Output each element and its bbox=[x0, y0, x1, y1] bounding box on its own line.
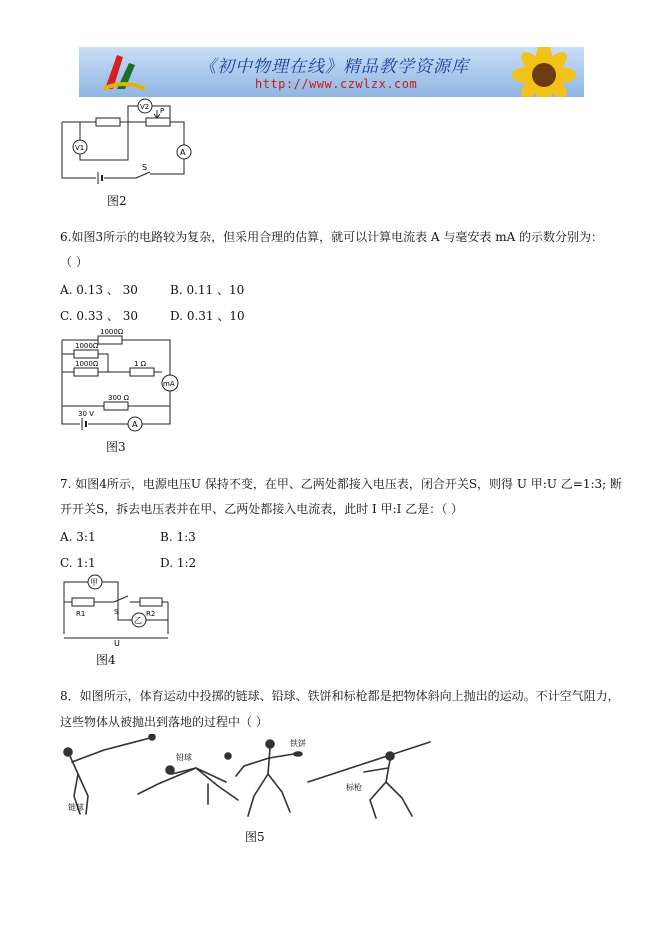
q7-option-c: C. 1:1 bbox=[60, 556, 96, 570]
q6-option-b: B. 0.11 、10 bbox=[170, 283, 245, 297]
fig3-r1-label: 1000Ω bbox=[100, 328, 124, 336]
fig5-javelin-label: 标枪 bbox=[346, 783, 362, 792]
figure-3-circuit bbox=[58, 328, 182, 436]
hammer-thrower-icon bbox=[64, 734, 155, 814]
fig4-yi-label: 乙 bbox=[134, 616, 142, 625]
figure-2-circuit bbox=[58, 98, 198, 188]
figure-5-caption: 图5 bbox=[245, 830, 265, 844]
fig2-switch-label: S bbox=[142, 163, 148, 172]
fig2-v2-label: V2 bbox=[140, 103, 150, 111]
fig5-hammer-label: 链球 bbox=[68, 803, 84, 812]
q8-line-1: 8．如图所示，体育运动中投掷的链球、铅球、铁饼和标枪都是把物体斜向上抛出的运动。不计空气阻力， bbox=[60, 689, 620, 703]
figure-4-circuit bbox=[58, 574, 176, 648]
discus-thrower-icon bbox=[236, 740, 302, 816]
q7-option-b: B. 1:3 bbox=[160, 530, 196, 544]
q7-option-d: D. 1:2 bbox=[160, 556, 197, 570]
site-logo-icon bbox=[99, 49, 149, 95]
figure-5-athletes bbox=[58, 734, 438, 822]
fig3-r3-label: 1000Ω bbox=[75, 360, 99, 368]
q8-line-2: 这些物体从被抛出到落地的过程中（ ） bbox=[60, 715, 268, 729]
fig3-r5-label: 300 Ω bbox=[108, 394, 129, 402]
fig3-ammeter-label: A bbox=[132, 420, 138, 429]
fig2-p-label: P bbox=[160, 107, 165, 115]
fig3-milliammeter-label: mA bbox=[163, 380, 175, 388]
fig3-r4-label: 1 Ω bbox=[134, 360, 147, 368]
fig3-r2-label: 1000Ω bbox=[75, 342, 99, 350]
fig5-discus-label: 铁饼 bbox=[290, 739, 306, 748]
figure-2-caption: 图2 bbox=[107, 194, 127, 208]
q6-option-d: D. 0.31 、10 bbox=[170, 309, 245, 323]
header-banner bbox=[79, 47, 584, 97]
fig2-v1-label: V1 bbox=[75, 144, 85, 152]
q6-stem: 6.如图3所示的电路较为复杂，但采用合理的估算，就可以计算电流表 A 与毫安表 mA 的示数分别为： bbox=[60, 230, 604, 244]
q6-option-a: A. 0.13 、 30 bbox=[60, 283, 138, 297]
fig4-switch-label: S bbox=[114, 608, 119, 616]
q6-option-c: C. 0.33 、 30 bbox=[60, 309, 139, 323]
q7-option-a: A. 3:1 bbox=[60, 530, 96, 544]
banner-url[interactable]: http://www.czwlzx.com bbox=[255, 77, 418, 91]
figure-3-caption: 图3 bbox=[106, 440, 126, 454]
fig2-ammeter-label: A bbox=[180, 148, 186, 157]
q7-line-2: 开开关S，拆去电压表并在甲、乙两处都接入电流表，此时 I 甲:I 乙是：（ ） bbox=[60, 502, 464, 516]
q6-bracket: （ ） bbox=[60, 255, 88, 269]
fig4-u-label: U bbox=[114, 639, 120, 648]
javelin-thrower-icon bbox=[308, 742, 430, 818]
q7-line-1: 7. 如图4所示，电源电压U 保持不变，在甲、乙两处都接入电压表，闭合开关S，则得 U 甲:U 乙=1:3; 断 bbox=[60, 477, 622, 491]
figure-4-caption: 图4 bbox=[96, 653, 116, 667]
fig4-r1-label: R1 bbox=[76, 610, 86, 618]
fig4-jia-label: 甲 bbox=[90, 578, 98, 587]
fig3-voltage-label: 30 V bbox=[78, 410, 94, 418]
sunflower-icon bbox=[499, 47, 584, 97]
fig4-r2-label: R2 bbox=[146, 610, 156, 618]
banner-title: 《初中物理在线》精品教学资源库 bbox=[199, 57, 469, 77]
fig5-shot-label: 铅球 bbox=[176, 753, 192, 762]
